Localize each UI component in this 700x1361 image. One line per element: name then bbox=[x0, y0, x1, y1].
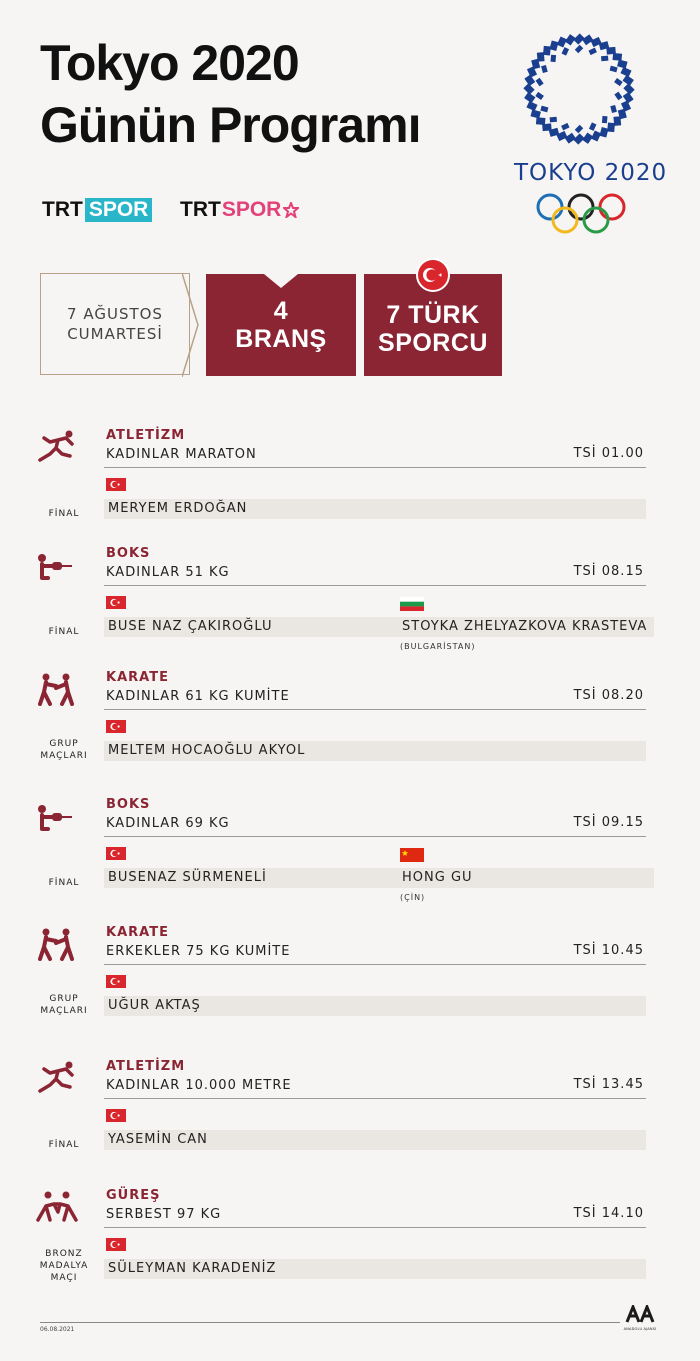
athlete-name: YASEMİN CAN bbox=[108, 1132, 208, 1147]
event-time: TSİ 08.20 bbox=[573, 688, 644, 703]
event-name: KADINLAR 69 KG bbox=[106, 816, 230, 831]
event-stage: MADALYA bbox=[39, 1261, 89, 1271]
event-sport: ATLETİZM bbox=[106, 1059, 186, 1074]
event-sport: KARATE bbox=[106, 670, 169, 685]
event-stage: FİNAL bbox=[48, 878, 80, 888]
athlete-count: 7 TÜRK bbox=[386, 301, 480, 329]
athlete-name: MELTEM HOCAOĞLU AKYOL bbox=[108, 743, 306, 758]
olympic-emblem-text: TOKYO 2020 bbox=[514, 160, 668, 186]
event-sport: ATLETİZM bbox=[106, 428, 186, 443]
athlete-name: MERYEM ERDOĞAN bbox=[108, 501, 248, 516]
date-line1: 7 AĞUSTOS bbox=[67, 305, 163, 323]
event-stage: FİNAL bbox=[48, 1140, 80, 1150]
opponent-country: (BULGARİSTAN) bbox=[400, 642, 476, 651]
boxing-icon bbox=[36, 548, 78, 582]
event-time: TSİ 08.15 bbox=[573, 564, 644, 579]
footer-date: 06.08.2021 bbox=[40, 1326, 75, 1333]
event-name: SERBEST 97 KG bbox=[106, 1207, 222, 1222]
turkey-flag-icon bbox=[106, 975, 126, 988]
turkey-flag-icon bbox=[106, 1109, 126, 1122]
chevron-right-icon bbox=[182, 273, 204, 377]
event-divider bbox=[104, 1227, 646, 1228]
trt-spor-yildiz-logo: TRT SPOR bbox=[180, 198, 299, 222]
event-time: TSİ 14.10 bbox=[573, 1206, 644, 1221]
turkey-flag-icon bbox=[106, 478, 126, 491]
page-title-line1: Tokyo 2020 bbox=[40, 35, 299, 91]
boxing-icon bbox=[36, 799, 78, 833]
opponent-name: STOYKA ZHELYAZKOVA KRASTEVA bbox=[402, 619, 648, 634]
athlete-name: BUSENAZ SÜRMENELİ bbox=[108, 870, 267, 885]
trt-spor-logo: TRT SPOR bbox=[42, 198, 152, 222]
tokyo-emblem-icon bbox=[516, 26, 642, 152]
event-stage: MAÇI bbox=[50, 1273, 78, 1283]
turkey-flag-icon bbox=[106, 720, 126, 733]
event-divider bbox=[104, 964, 646, 965]
bulgaria-flag-icon bbox=[400, 596, 424, 615]
karate-icon bbox=[36, 672, 78, 706]
athlete-label: SPORCU bbox=[378, 329, 488, 357]
event-stage: FİNAL bbox=[48, 627, 80, 637]
turkey-flag-icon bbox=[106, 847, 126, 860]
event-name: ERKEKLER 75 KG KUMİTE bbox=[106, 944, 291, 959]
event-divider bbox=[104, 467, 646, 468]
branch-label: BRANŞ bbox=[235, 325, 327, 353]
event-sport: BOKS bbox=[106, 546, 151, 561]
event-divider bbox=[104, 709, 646, 710]
event-name: KADINLAR 51 KG bbox=[106, 565, 230, 580]
branch-count-box bbox=[206, 274, 356, 376]
opponent-name: HONG GU bbox=[402, 870, 473, 885]
event-stage: GRUP bbox=[49, 994, 79, 1004]
anadolu-agency-logo bbox=[624, 1305, 658, 1331]
event-time: TSİ 01.00 bbox=[573, 446, 644, 461]
wrestling-icon bbox=[36, 1190, 78, 1224]
athlete-name: BUSE NAZ ÇAKIROĞLU bbox=[108, 619, 273, 634]
athlete-name: SÜLEYMAN KARADENİZ bbox=[108, 1261, 277, 1276]
event-time: TSİ 13.45 bbox=[573, 1077, 644, 1092]
karate-icon bbox=[36, 927, 78, 961]
event-stage: BRONZ bbox=[45, 1249, 83, 1259]
date-box bbox=[40, 273, 190, 375]
turkey-flag-icon bbox=[106, 1238, 126, 1251]
event-sport: KARATE bbox=[106, 925, 169, 940]
athletics-icon bbox=[36, 430, 78, 464]
event-time: TSİ 09.15 bbox=[573, 815, 644, 830]
page-title-line2: Günün Programı bbox=[40, 97, 421, 153]
event-name: KADINLAR 10.000 METRE bbox=[106, 1078, 292, 1093]
date-line2: CUMARTESİ bbox=[67, 325, 163, 343]
opponent-country: (ÇİN) bbox=[400, 893, 426, 902]
event-divider bbox=[104, 836, 646, 837]
event-stage: MAÇLARI bbox=[40, 1006, 88, 1016]
event-sport: BOKS bbox=[106, 797, 151, 812]
event-stage: GRUP bbox=[49, 739, 79, 749]
china-flag-icon bbox=[400, 847, 424, 866]
athlete-name: UĞUR AKTAŞ bbox=[108, 998, 201, 1013]
event-name: KADINLAR MARATON bbox=[106, 447, 257, 462]
event-stage: FİNAL bbox=[48, 509, 80, 519]
aa-icon bbox=[624, 1305, 658, 1323]
event-time: TSİ 10.45 bbox=[573, 943, 644, 958]
agency-name: ANADOLU AJANSI bbox=[623, 1327, 657, 1331]
turkey-flag-badge-icon bbox=[416, 258, 450, 292]
event-stage: MAÇLARI bbox=[40, 751, 88, 761]
branch-count: 4 bbox=[273, 297, 289, 325]
event-sport: GÜREŞ bbox=[106, 1188, 161, 1203]
notch-icon bbox=[264, 274, 298, 288]
event-divider bbox=[104, 1098, 646, 1099]
footer-divider bbox=[40, 1322, 620, 1323]
olympic-rings-icon bbox=[534, 192, 630, 236]
event-name: KADINLAR 61 KG KUMİTE bbox=[106, 689, 290, 704]
event-divider bbox=[104, 585, 646, 586]
athletics-icon bbox=[36, 1061, 78, 1095]
turkey-flag-icon bbox=[106, 596, 126, 609]
